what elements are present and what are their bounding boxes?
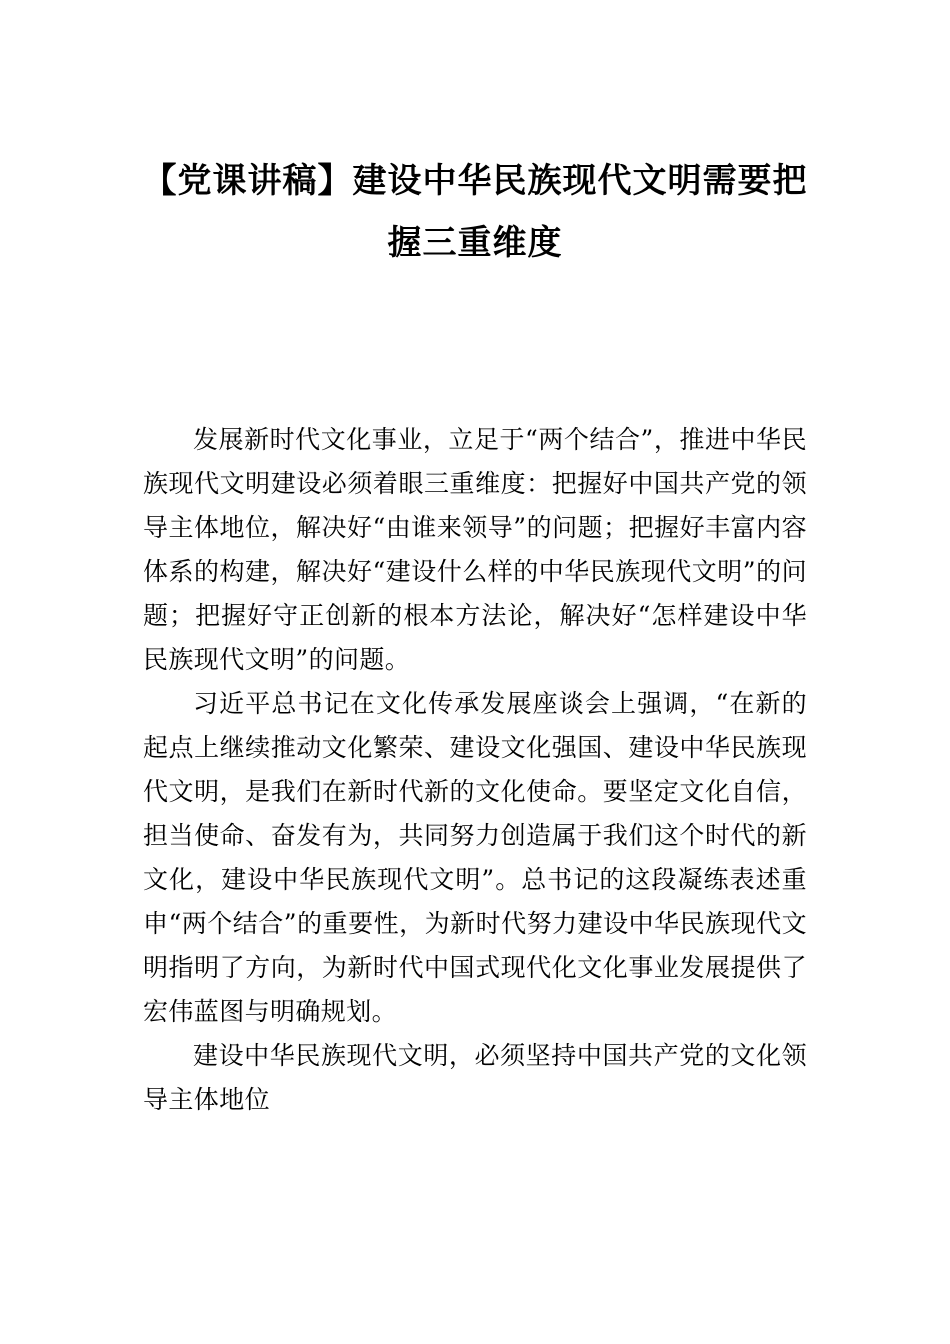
paragraph-2: 习近平总书记在文化传承发展座谈会上强调，“在新的起点上继续推动文化繁荣、建设文化强国、建设中华民族现代文明，是我们在新时代新的文化使命。要坚定文化自信，担当使命、奋发有为，共同努力创造属于我们这个时代的新文化，建设中华民族现代文明”。总书记的这段凝练表述重申“两个结合”的重要性，为新时代努力建设中华民族现代文明指明了方向，为新时代中国式现代化文化事业发展提供了宏伟蓝图与明确规划。 (143, 689, 807, 1026)
document-title (100, 150, 850, 274)
document-body (143, 418, 807, 1122)
title-line-2: 握三重维度 (387, 223, 563, 263)
paragraph-1: 发展新时代文化事业，立足于“两个结合”，推进中华民族现代文明建设必须着眼三重维度：把握好中国共产党的领导主体地位，解决好“由谁来领导”的问题；把握好丰富内容体系的构建，解决好“建设什么样的中华民族现代文明”的问题；把握好守正创新的根本方法论，解决好“怎样建设中华民族现代文明”的问题。 (143, 425, 807, 674)
title-line-1: 【党课讲稿】建设中华民族现代文明需要把 (142, 161, 808, 201)
paragraph-3: 建设中华民族现代文明，必须坚持中国共产党的文化领导主体地位 (143, 1041, 807, 1114)
